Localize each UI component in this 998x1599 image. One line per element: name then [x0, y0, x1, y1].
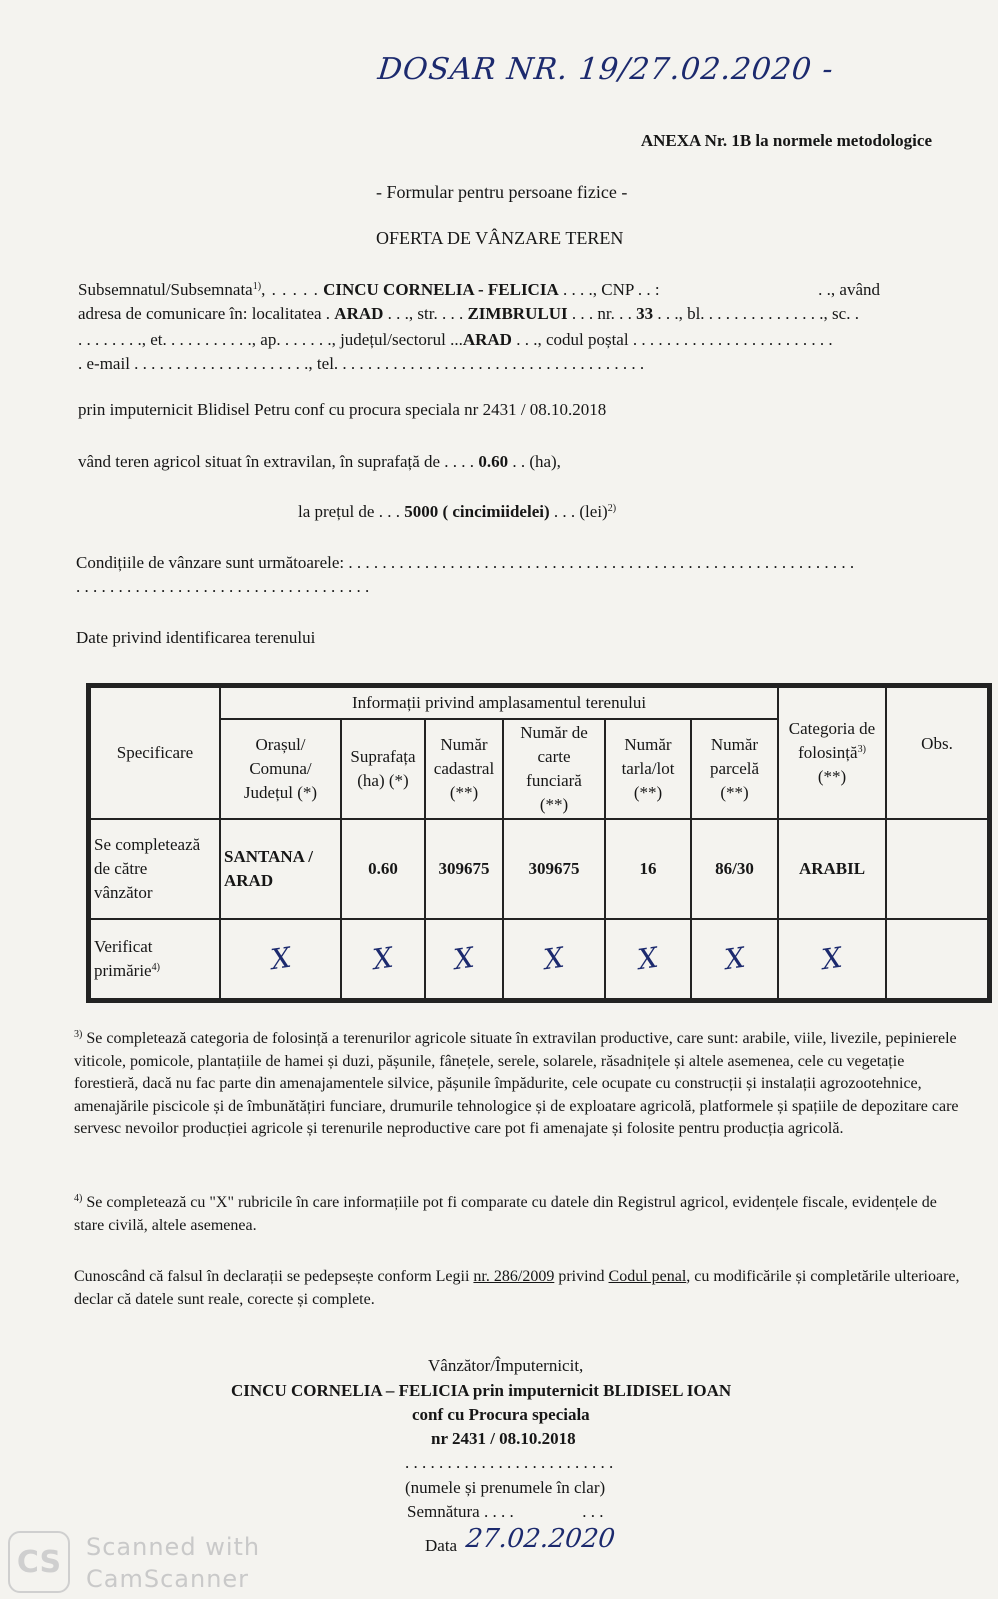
header-text: Orașul/	[255, 735, 306, 754]
area-value: 0.60	[478, 452, 509, 471]
row-label-text: vânzător	[94, 883, 153, 902]
row-label-text: Verificat	[94, 937, 153, 956]
footnote-4-marker: 4)	[74, 1193, 83, 1204]
verify-categoria	[777, 918, 887, 1000]
identification-label: Date privind identificarea terenului	[76, 628, 316, 647]
dots: , . . . . .	[261, 280, 319, 299]
seller-obs	[885, 818, 989, 920]
conditions-line	[76, 553, 854, 573]
camscanner-logo-icon: CS	[8, 1531, 70, 1593]
declaration-text: , cu modificările și completările ulterioare, declar că datele sunt reale, corecte și complete.	[74, 1268, 960, 1308]
check-mark: X	[451, 940, 477, 977]
personal-line-1	[78, 280, 880, 300]
declaration	[74, 1266, 964, 1311]
subsemnatul-label: Subsemnatul/Subsemnata	[78, 280, 253, 299]
seller-cadastral: 309675	[424, 818, 504, 920]
header-text: Comuna/	[249, 759, 312, 778]
header-text: (**)	[539, 795, 569, 814]
header-text: Număr	[624, 735, 672, 754]
seller-parcela: 86/30	[690, 818, 779, 920]
check-mark: X	[635, 940, 661, 977]
verify-suprafata	[340, 918, 426, 1000]
seller-categoria: ARABIL	[777, 818, 887, 920]
header-carte-funciara	[502, 718, 606, 820]
header-categoria	[777, 686, 887, 820]
signature-line-1: CINCU CORNELIA – FELICIA prin imputernicit BLIDISEL IOAN	[231, 1381, 732, 1400]
price-value: 5000 ( cincimiidelei)	[404, 502, 550, 521]
cnp-label: . . . ., CNP . . :	[562, 280, 660, 299]
price-label: la prețul de . . .	[298, 502, 400, 521]
handwritten-file-number: DOSAR NR. 19/27.02.2020 -	[376, 52, 836, 87]
watermark-line-2: CamScanner	[86, 1565, 250, 1593]
postal-code-label: . . ., codul poștal . . . . . . . . . . . . . . . . . . . . . . . .	[516, 330, 833, 349]
seller-name: CINCU CORNELIA - FELICIA	[323, 280, 559, 299]
seller-tarla: 16	[604, 818, 692, 920]
header-tarla	[604, 718, 692, 820]
conditions-dots-2: . . . . . . . . . . . . . . . . . . . . . . . . . . . . . . . . . . .	[76, 577, 370, 596]
header-parcela	[690, 718, 779, 820]
check-mark: X	[819, 940, 845, 977]
cell-text: ARAD	[224, 871, 274, 890]
footnote-3-text: Se completează categoria de folosință a terenurilor agricole situate în extravilan productive, care sunt: arabile, viile, livezile, pepinierele viticole, pomicole, plantațiile de hamei și duzi, pășunile, fânețele, serele, solarele, răsadnițele și altele asemenea, cele cu vegetație forestieră, dacă nu fac parte din amenajamentele silvice, pășunile împădurite, cele ocupate cu construcții și instalații agrozootehnice, amenajările piscicole și de îmbunătățiri funciare, drumurile tehnologice și de exploatare agricolă, platformele și spațiile de depozitare care servesc nevoilor producției agricole și terenurile neproductive care pot fi amenajate și folosite pentru producția agricolă.	[74, 1030, 959, 1137]
header-text: parcelă	[709, 759, 760, 778]
header-text: (**)	[720, 783, 749, 802]
row-seller-label	[89, 818, 221, 920]
signature-line-3: nr 2431 / 08.10.2018	[431, 1429, 576, 1448]
signature-dots: . . . . . . . . . . . . . . . . . . . . . . . . .	[405, 1453, 614, 1472]
signature-role: Vânzător/Împuternicit,	[428, 1356, 584, 1375]
check-mark: X	[722, 940, 747, 977]
row-label-text: de către	[94, 859, 148, 878]
verify-obs	[885, 918, 989, 1000]
header-text: folosință	[798, 743, 858, 762]
header-specificare: Specificare	[89, 686, 221, 820]
seller-oras	[219, 818, 342, 920]
document-title: OFERTA DE VÂNZARE TEREN	[376, 228, 624, 248]
check-mark: X	[370, 940, 396, 977]
date-label: Data	[425, 1536, 458, 1555]
footnote-3	[74, 1028, 964, 1141]
email-tel-line: . e-mail . . . . . . . . . . . . . . . . . . . . ., tel. . . . . . . . . . . . . . . . . . . . . . . . . . . . . . . . . . . . .	[78, 354, 645, 373]
localitate-label: adresa de comunicare în: localitatea .	[78, 304, 331, 323]
bl-sc-label: . . ., bl. . . . . . . . . . . . . . ., sc. .	[657, 304, 859, 323]
footnote-ref-3: 3)	[857, 744, 866, 755]
declaration-text: privind	[558, 1268, 605, 1285]
header-suprafata	[340, 718, 426, 820]
header-text: funciară	[526, 771, 582, 790]
footnote-4-text: Se completează cu "X" rubricile în care informațiile pot fi comparate cu datele din Registrul agricol, evidențele fiscale, evidențele de stare civilă, altele asemenea.	[74, 1194, 937, 1234]
watermark-line-1: Scanned with	[86, 1533, 261, 1561]
seller-carte-funciara: 309675	[502, 818, 606, 920]
header-group-location: Informații privind amplasamentul terenului	[219, 686, 779, 720]
check-mark: X	[268, 940, 293, 977]
localitate-value: ARAD	[334, 304, 384, 323]
signature-label	[407, 1502, 603, 1522]
header-oras	[219, 718, 342, 820]
header-text: Număr	[710, 735, 759, 754]
form-type: - Formular pentru persoane fizice -	[376, 182, 628, 202]
personal-line-2	[78, 304, 859, 324]
check-mark: X	[541, 940, 567, 977]
footnote-ref-4: 4)	[151, 962, 160, 973]
footnote-4	[74, 1192, 964, 1237]
annex-heading: ANEXA Nr. 1B la normele metodologice	[640, 131, 932, 150]
signature-label-text: Semnătura . . . .	[407, 1502, 514, 1521]
camscanner-watermark	[86, 1531, 260, 1595]
footnote-ref-2: 2)	[607, 503, 617, 514]
header-text: (**)	[633, 783, 663, 802]
signature-dots-tail: . . .	[582, 1502, 604, 1521]
verify-cadastral	[424, 918, 504, 1000]
header-text: (ha) (*)	[357, 771, 409, 790]
header-text: carte	[537, 747, 571, 766]
number-label: . . . nr. . .	[571, 304, 632, 323]
row-label-text-sup	[94, 959, 160, 983]
row-verify-label	[89, 918, 221, 1000]
area-unit: . . (ha),	[512, 452, 561, 471]
names-hint: (numele și prenumele în clar)	[405, 1478, 606, 1497]
conditions-dots: . . . . . . . . . . . . . . . . . . . . . . . . . . . . . . . . . . . . . . . . . . . . . . . . . . . . . . . . . . . .	[348, 553, 855, 572]
et-ap-county-label: . . . . . . . ., et. . . . . . . . . . ., ap. . . . . . ., județul/sectorul ...	[78, 330, 463, 349]
header-cadastral	[424, 718, 504, 820]
verify-carte-funciara	[502, 918, 606, 1000]
header-text: Județul (*)	[243, 783, 318, 802]
header-text: Suprafața	[350, 747, 416, 766]
row-label-text: Se completează	[94, 835, 201, 854]
cell-text: SANTANA /	[224, 847, 313, 866]
footnote-3-marker: 3)	[74, 1029, 83, 1040]
sale-text: vând teren agricol situat în extravilan, în suprafață de . . . .	[78, 452, 475, 471]
law-reference: nr. 286/2009	[473, 1268, 555, 1285]
date-value: 27.02.2020	[464, 1524, 617, 1554]
number-value: 33	[636, 304, 654, 323]
price-unit: . . . (lei)	[553, 502, 608, 521]
header-text: Număr	[440, 735, 488, 754]
header-text: (**)	[817, 767, 847, 786]
penal-code-reference: Codul penal	[608, 1268, 687, 1285]
seller-suprafata: 0.60	[340, 818, 426, 920]
conditions-label: Condițiile de vânzare sunt următoarele:	[76, 553, 345, 572]
county-value: ARAD	[462, 330, 512, 349]
price-line	[298, 502, 616, 522]
street-value: ZIMBRULUI	[467, 304, 568, 323]
row-label-text: primărie	[94, 961, 152, 980]
header-text: Categoria de	[788, 719, 876, 738]
personal-line-3	[78, 330, 833, 350]
signature-line-2: conf cu Procura speciala	[412, 1405, 590, 1424]
declaration-text: Cunoscând că falsul în declarații se pedepsește conform Legii	[74, 1268, 470, 1285]
street-label: . . ., str. . . .	[387, 304, 464, 323]
verify-oras	[219, 918, 342, 1000]
header-text: (**)	[449, 783, 479, 802]
proxy-line: prin imputernicit Blidisel Petru conf cu procura speciala nr 2431 / 08.10.2018	[78, 400, 607, 419]
avand-text: . ., având	[818, 280, 880, 299]
sale-line	[78, 452, 561, 472]
header-text: Număr de	[520, 723, 588, 742]
verify-parcela	[690, 918, 779, 1000]
header-text-sup	[798, 741, 866, 765]
header-text: cadastral	[433, 759, 495, 778]
verify-tarla	[604, 918, 692, 1000]
footnote-ref-1: 1)	[252, 281, 262, 292]
header-obs: Obs.	[885, 686, 989, 820]
header-text: tarla/lot	[621, 759, 675, 778]
